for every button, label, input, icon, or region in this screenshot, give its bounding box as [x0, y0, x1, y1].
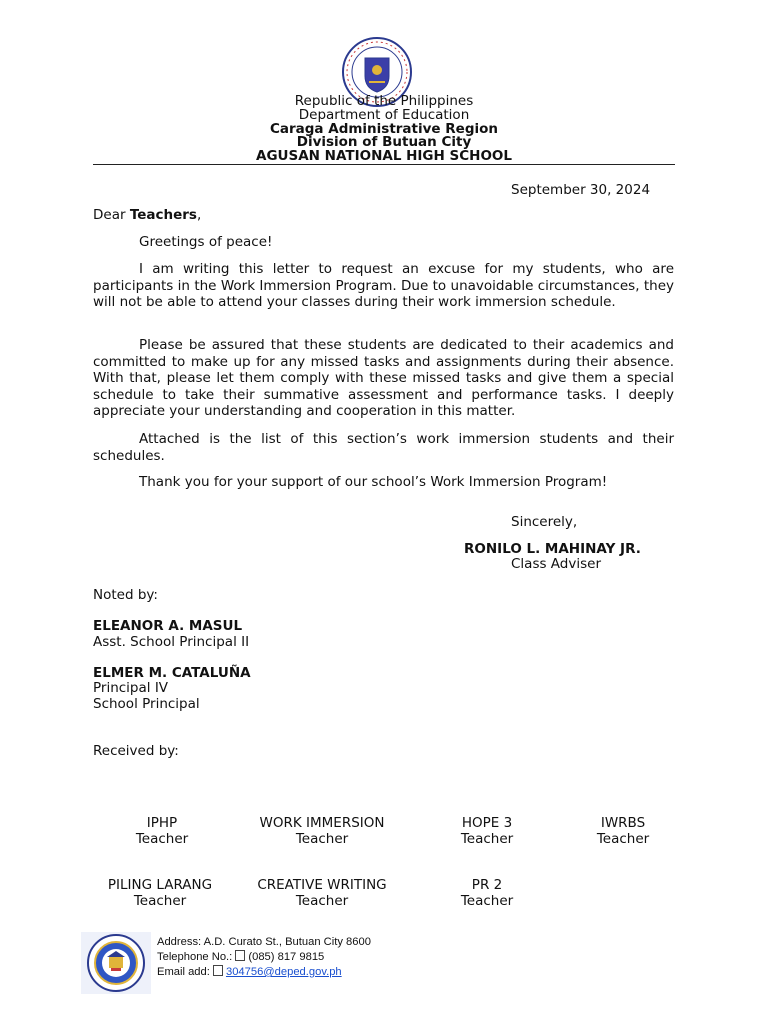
signatory-subject: HOPE 3 — [461, 815, 513, 831]
salutation-name: Teachers — [129, 207, 197, 223]
email-label: Email add: — [157, 966, 213, 978]
salutation — [93, 207, 201, 223]
footer-telephone — [157, 950, 324, 965]
salutation-prefix: Dear — [93, 207, 130, 223]
body-paragraph-request: I am writing this letter to request an excuse for my students, who are participants in the Work Immersion Program. Due to unavoidable circumstances, they will not be able to attend your classes during their work immersion schedule. — [93, 261, 674, 311]
body-paragraph-thanks: Thank you for your support of our school’s Work Immersion Program! — [139, 474, 608, 490]
noted-person2-name: ELMER M. CATALUÑA — [93, 665, 251, 681]
footer-address: Address: A.D. Curato St., Butuan City 8600 — [157, 936, 371, 948]
noted-person2-title1: Principal IV — [93, 680, 169, 696]
header-department: Department of Education — [298, 107, 470, 123]
signatory-role: Teacher — [295, 831, 349, 847]
noted-person1-title: Asst. School Principal II — [93, 634, 250, 650]
body-greeting: Greetings of peace! — [139, 234, 273, 250]
signatory-subject: IPHP — [146, 815, 178, 831]
signatory-role: Teacher — [135, 831, 189, 847]
body-paragraph-assurance: Please be assured that these students are dedicated to their academics and committed to make up for any missed tasks and assignments during their absence. With that, please let them comply with these missed tasks and give them a special schedule to take their summative assessment and performance tasks. I deeply appreciate your understanding and cooperation in this matter. — [93, 337, 674, 420]
signatory-role: Teacher — [133, 893, 187, 909]
sender-title: Class Adviser — [511, 556, 602, 572]
signatory-subject: CREATIVE WRITING — [257, 877, 387, 893]
signatory-subject: WORK IMMERSION — [259, 815, 385, 831]
salutation-suffix: , — [196, 207, 202, 223]
body-paragraph-attachment: Attached is the list of this section’s work immersion students and their schedules. — [93, 431, 674, 464]
footer-email — [157, 965, 342, 980]
signatory-iphp — [112, 815, 212, 847]
header-republic: Republic of the Philippines — [294, 93, 474, 109]
noted-person2-title2: School Principal — [93, 696, 200, 712]
signatory-role: Teacher — [460, 831, 514, 847]
closing-sincerely: Sincerely, — [511, 514, 578, 530]
header-divider — [93, 164, 675, 165]
email-icon — [213, 965, 223, 976]
sender-name: RONILO L. MAHINAY JR. — [464, 541, 641, 557]
noted-label: Noted by: — [93, 587, 158, 603]
header-region: Caraga Administrative Region — [269, 121, 499, 137]
signatory-role: Teacher — [460, 893, 514, 909]
telephone-label: Telephone No.: — [157, 951, 236, 963]
letter-date: September 30, 2024 — [511, 182, 651, 198]
signatory-role: Teacher — [295, 893, 349, 909]
school-logo — [81, 932, 151, 994]
signatory-piling-larang — [94, 877, 226, 909]
signatory-iwrbs — [573, 815, 673, 847]
header-division: Division of Butuan City — [296, 134, 472, 150]
noted-person1-name: ELEANOR A. MASUL — [93, 618, 243, 634]
signatory-work-immersion — [244, 815, 400, 847]
header-school: AGUSAN NATIONAL HIGH SCHOOL — [256, 148, 512, 164]
signatory-subject: PILING LARANG — [107, 877, 213, 893]
signatory-subject: IWRBS — [600, 815, 646, 831]
signatory-subject: PR 2 — [471, 877, 503, 893]
phone-icon — [235, 950, 245, 961]
received-label: Received by: — [93, 743, 179, 759]
email-link[interactable]: 304756@deped.gov.ph — [225, 966, 342, 978]
signatory-pr2 — [437, 877, 537, 909]
signatory-role: Teacher — [596, 831, 650, 847]
signatory-hope3 — [437, 815, 537, 847]
telephone-number: (085) 817 9815 — [248, 951, 325, 963]
signatory-creative-writing — [244, 877, 400, 909]
